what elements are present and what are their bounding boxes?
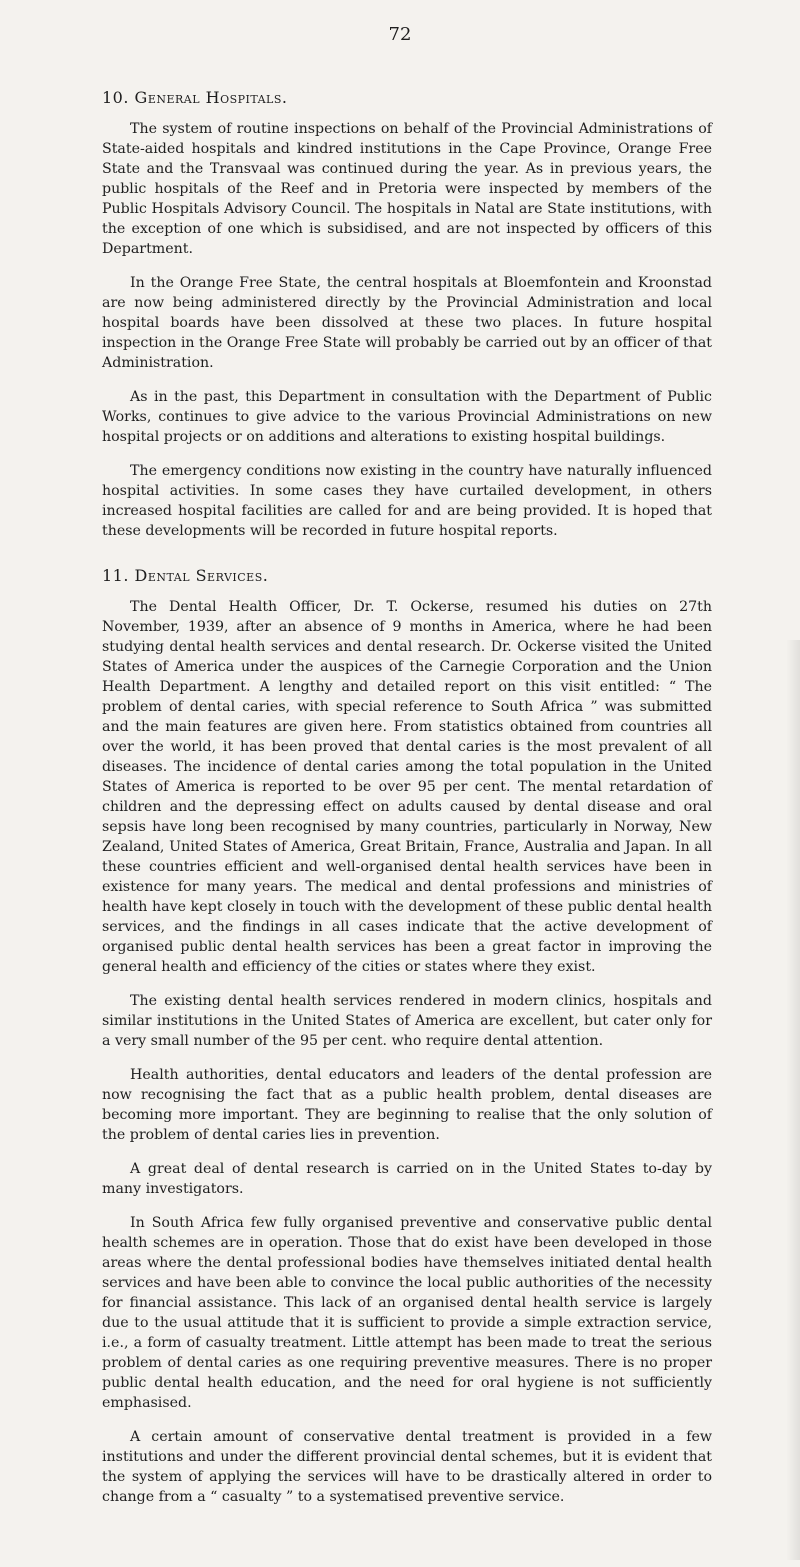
section-general-hospitals [102, 88, 712, 555]
paragraph: In South Africa few fully organised preventive and conservative public dental health schemes are in operation. Those that do exist have been developed in those areas where the dental professional bodies have themselves initiated dental health services and have been able to convince the local public authorities of the necessity for financial assistance. This lack of an organised dental health service is largely due to the usual attitude that it is sufficient to provide a simple extraction service, i.e., a form of casualty treatment. Little attempt has been made to treat the serious problem of dental caries as one requiring preventive measures. There is no proper public dental health education, and the need for oral hygiene is not sufficiently emphasised. [102, 1215, 712, 1411]
section-heading: 11. Dental Services. [102, 566, 269, 585]
paragraph: In the Orange Free State, the central hospitals at Bloemfontein and Kroonstad are now being administered directly by the Provincial Administration and local hospital boards have been dissolved at these two places. In future hospital inspection in the Orange Free State will probably be carried out by an officer of that Administration. [102, 275, 712, 371]
scan-shadow [786, 640, 800, 1560]
paragraph: The existing dental health services rendered in modern clinics, hospitals and similar institutions in the United States of America are excellent, but cater only for a very small number of the 95 per cent. who require dental attention. [102, 993, 712, 1049]
section-heading: 10. General Hospitals. [102, 88, 288, 107]
paragraph: A great deal of dental research is carried on in the United States to-day by many investigators. [102, 1161, 712, 1197]
paragraph: As in the past, this Department in consultation with the Department of Public Works, continues to give advice to the various Provincial Administrations on new hospital projects or on additions and alterations to existing hospital buildings. [102, 389, 712, 445]
paragraph: The system of routine inspections on behalf of the Provincial Administrations of State-aided hospitals and kindred institutions in the Cape Province, Orange Free State and the Transvaal was continued during the year. As in previous years, the public hospitals of the Reef and in Pretoria were inspected by members of the Public Hospitals Advisory Council. The hospitals in Natal are State institutions, with the exception of one which is subsidised, and are not inspected by officers of this Department. [102, 121, 712, 257]
section-dental-services [102, 566, 712, 1521]
paragraph: The Dental Health Officer, Dr. T. Ockerse, resumed his duties on 27th November, 1939, after an absence of 9 months in America, where he had been studying dental health services and dental research. Dr. Ockerse visited the United States of America under the auspices of the Carnegie Corporation and the Union Health Department. A lengthy and detailed report on this visit entitled: “ The problem of dental caries, with special reference to South Africa ” was submitted and the main features are given here. From statistics obtained from countries all over the world, it has been proved that dental caries is the most prevalent of all diseases. The incidence of dental caries among the total population in the United States of America is reported to be over 95 per cent. The mental retardation of children and the depressing effect on adults caused by dental disease and oral sepsis have long been recognised by many countries, particularly in Norway, New Zealand, United States of America, Great Britain, France, Australia and Japan. In all these countries efficient and well-organised dental health services have been in existence for many years. The medical and dental professions and ministries of health have kept closely in touch with the development of these public dental health services, and the findings in all cases indicate that the active development of organised public dental health services has been a great factor in improving the general health and efficiency of the cities or states where they exist. [102, 599, 712, 975]
paragraph: Health authorities, dental educators and leaders of the dental profession are now recognising the fact that as a public health problem, dental diseases are becoming more important. They are beginning to realise that the only solution of the problem of dental caries lies in prevention. [102, 1067, 712, 1143]
paragraph: A certain amount of conservative dental treatment is provided in a few institutions and under the different provincial dental schemes, but it is evident that the system of applying the services will have to be drastically altered in order to change from a “ casualty ” to a systematised preventive service. [102, 1429, 712, 1505]
paragraph: The emergency conditions now existing in the country have naturally influenced hospital activities. In some cases they have curtailed development, in others increased hospital facilities are called for and are being provided. It is hoped that these developments will be recorded in future hospital reports. [102, 463, 712, 539]
page-number: 72 [388, 24, 412, 45]
